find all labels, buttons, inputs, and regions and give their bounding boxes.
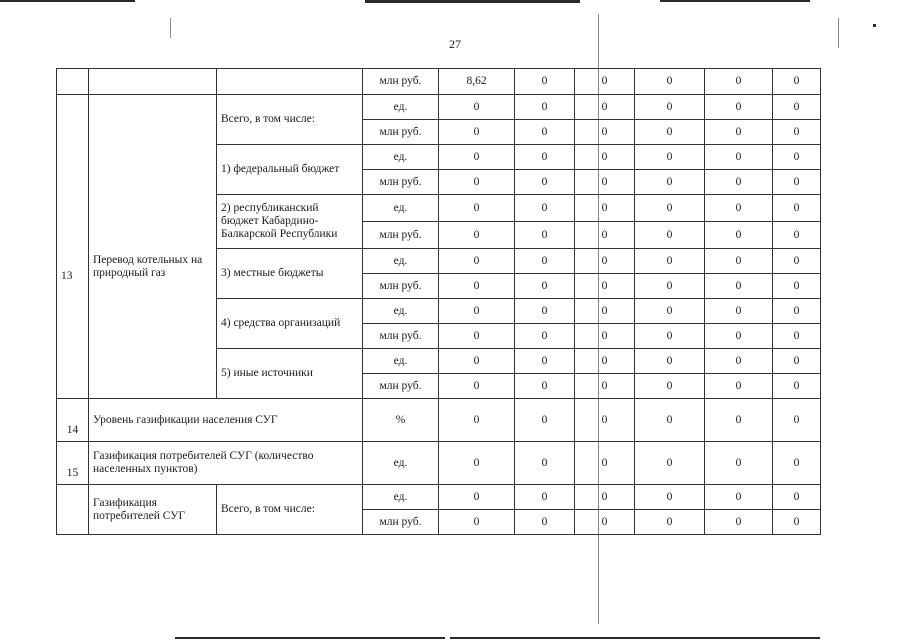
value-cell: 0 [575,374,635,399]
row-number: 15 [57,442,89,485]
value-cell: 0 [635,299,705,324]
value-cell: 0 [575,274,635,299]
value-cell: 0 [705,222,773,249]
value-cell: 0 [635,399,705,442]
value-cell: 0 [515,349,575,374]
value-cell: 0 [773,120,821,145]
value-cell: 0 [515,274,575,299]
cell-empty [217,69,363,95]
value-cell: 0 [575,95,635,120]
value-cell: 0 [705,299,773,324]
value-cell: 0 [575,195,635,222]
value-cell: 0 [439,299,515,324]
unit-cell: млн руб. [363,222,439,249]
value-cell: 0 [705,399,773,442]
value-cell: 0 [515,324,575,349]
value-cell: 0 [439,170,515,195]
value-cell: 0 [575,69,635,95]
value-cell: 0 [439,442,515,485]
scan-mark-top-right [660,0,810,2]
value-cell: 0 [439,510,515,535]
value-cell: 0 [635,145,705,170]
group-label: Всего, в том числе: [217,485,363,535]
group-label: 2) республиканский бюджет Кабардино-Балкарской Республики [217,195,363,249]
group-label: Всего, в том числе: [217,95,363,145]
value-cell: 0 [575,222,635,249]
value-cell: 0 [773,324,821,349]
value-cell: 0 [635,195,705,222]
unit-cell: ед. [363,299,439,324]
value-cell: 0 [635,222,705,249]
value-cell: 0 [635,485,705,510]
budget-table [56,68,821,535]
value-cell: 0 [575,442,635,485]
value-cell: 0 [515,195,575,222]
value-cell: 0 [705,69,773,95]
table-row [57,399,821,442]
table-row [57,442,821,485]
scan-mark-top-center [365,0,580,3]
value-cell: 0 [635,442,705,485]
cell-empty [57,485,89,535]
table-row [57,95,821,120]
value-cell: 0 [773,145,821,170]
value-cell: 0 [705,170,773,195]
value-cell: 0 [773,442,821,485]
value-cell: 0 [439,145,515,170]
value-cell: 0 [773,69,821,95]
value-cell: 0 [515,95,575,120]
value-cell: 0 [515,222,575,249]
value-cell: 0 [439,120,515,145]
value-cell: 0 [705,145,773,170]
value-cell: 0 [705,510,773,535]
value-cell: 0 [439,222,515,249]
value-cell: 0 [705,324,773,349]
value-cell: 0 [773,299,821,324]
unit-cell: млн руб. [363,274,439,299]
unit-cell: % [363,399,439,442]
value-cell: 0 [635,95,705,120]
row-number: 14 [57,399,89,442]
group-label: 3) местные бюджеты [217,249,363,299]
unit-cell: ед. [363,145,439,170]
value-cell: 0 [575,145,635,170]
unit-cell: млн руб. [363,324,439,349]
cell-empty [89,69,217,95]
unit-cell: ед. [363,95,439,120]
value-cell: 0 [439,485,515,510]
value-cell: 0 [635,249,705,274]
value-cell: 0 [705,249,773,274]
value-cell: 0 [773,170,821,195]
unit-cell: млн руб. [363,510,439,535]
value-cell: 0 [515,249,575,274]
value-cell: 0 [773,349,821,374]
unit-cell: ед. [363,349,439,374]
value-cell: 0 [635,120,705,145]
value-cell: 0 [515,399,575,442]
value-cell: 0 [705,274,773,299]
table-row [57,69,821,95]
value-cell: 0 [439,399,515,442]
scan-mark-bottom-right [450,637,820,639]
value-cell: 0 [515,485,575,510]
value-cell: 0 [515,120,575,145]
value-cell: 0 [635,510,705,535]
unit-cell: ед. [363,442,439,485]
group-label: 4) средства организаций [217,299,363,349]
cell-empty [57,69,89,95]
scan-mark-bottom-left [175,637,445,639]
value-cell: 0 [773,274,821,299]
value-cell: 0 [635,324,705,349]
value-cell: 0 [705,374,773,399]
value-cell: 0 [635,374,705,399]
scan-dot [873,24,876,27]
value-cell: 0 [635,349,705,374]
value-cell: 0 [635,69,705,95]
value-cell: 0 [705,195,773,222]
page-number: 27 [449,37,461,51]
value-cell: 0 [515,510,575,535]
unit-cell: млн руб. [363,374,439,399]
value-cell: 0 [515,145,575,170]
value-cell: 0 [705,120,773,145]
row-number: 13 [57,95,89,399]
scan-fold-line-left [170,18,171,38]
value-cell: 0 [773,222,821,249]
value-cell: 0 [575,299,635,324]
unit-cell: млн руб. [363,170,439,195]
value-cell: 0 [575,324,635,349]
value-cell: 0 [439,349,515,374]
value-cell: 8,62 [439,69,515,95]
value-cell: 0 [515,442,575,485]
value-cell: 0 [439,324,515,349]
value-cell: 0 [439,95,515,120]
scan-mark-top-left [0,0,135,2]
unit-cell: млн руб. [363,120,439,145]
value-cell: 0 [773,95,821,120]
unit-cell: ед. [363,249,439,274]
value-cell: 0 [439,274,515,299]
value-cell: 0 [575,510,635,535]
value-cell: 0 [515,374,575,399]
value-cell: 0 [439,195,515,222]
unit-cell: млн руб. [363,69,439,95]
value-cell: 0 [635,170,705,195]
value-cell: 0 [575,120,635,145]
group-label: 5) иные источники [217,349,363,399]
row-title: Уровень газификации населения СУГ [89,399,363,442]
row-title: Перевод котельных на природный газ [89,95,217,399]
unit-cell: ед. [363,485,439,510]
value-cell: 0 [575,399,635,442]
value-cell: 0 [635,274,705,299]
value-cell: 0 [515,299,575,324]
value-cell: 0 [515,170,575,195]
value-cell: 0 [705,95,773,120]
value-cell: 0 [439,249,515,274]
value-cell: 0 [439,374,515,399]
value-cell: 0 [575,249,635,274]
value-cell: 0 [705,349,773,374]
value-cell: 0 [575,349,635,374]
value-cell: 0 [773,510,821,535]
value-cell: 0 [773,485,821,510]
value-cell: 0 [773,374,821,399]
table-row [57,485,821,510]
scan-edge-right [838,18,839,48]
value-cell: 0 [773,399,821,442]
value-cell: 0 [773,249,821,274]
unit-cell: ед. [363,195,439,222]
row-title: Газификация потребителей СУГ (количество населенных пунктов) [89,442,363,485]
row-title: Газификация потребителей СУГ [89,485,217,535]
value-cell: 0 [705,442,773,485]
value-cell: 0 [515,69,575,95]
group-label: 1) федеральный бюджет [217,145,363,195]
value-cell: 0 [705,485,773,510]
value-cell: 0 [575,170,635,195]
value-cell: 0 [773,195,821,222]
value-cell: 0 [575,485,635,510]
